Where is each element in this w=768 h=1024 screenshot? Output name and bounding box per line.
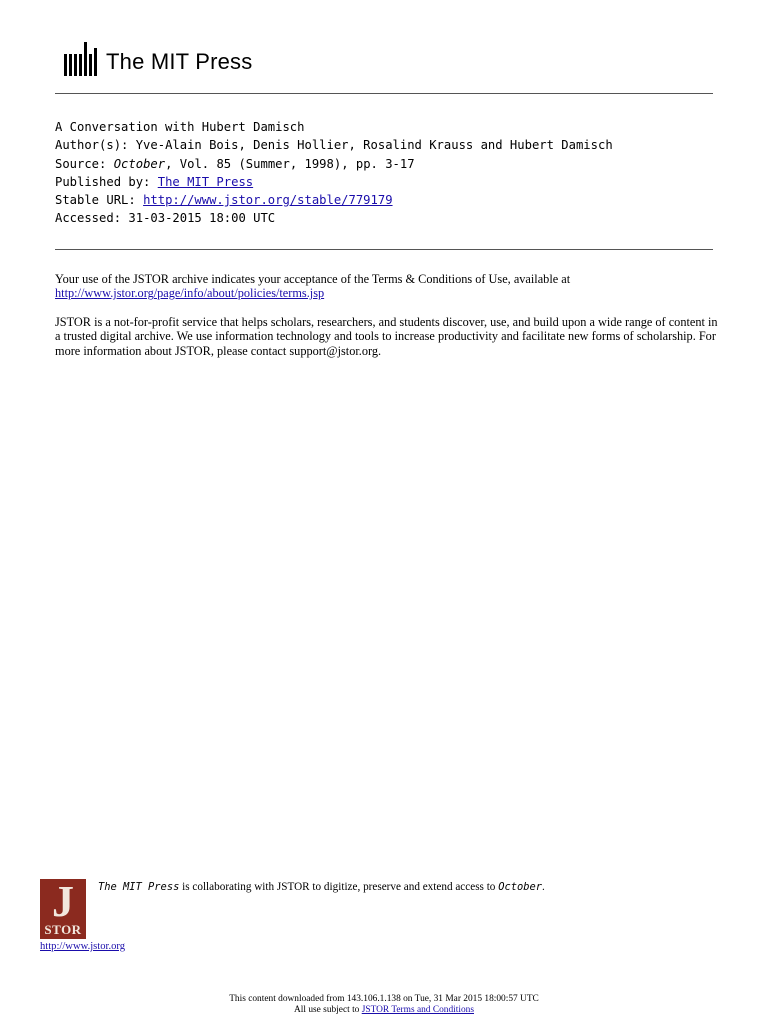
authors-label: Author(s): [55, 138, 129, 153]
logo-text: The MIT Press [106, 49, 253, 74]
authors-value: Yve-Alain Bois, Denis Hollier, Rosalind Krauss and Hubert Damisch [135, 138, 613, 153]
collab-publisher: The MIT Press [98, 881, 180, 893]
accessed-line [55, 209, 715, 227]
download-footer [0, 994, 768, 1016]
jstor-home-link[interactable]: http://www.jstor.org [40, 941, 126, 952]
collab-text: is collaborating with JSTOR to digitize, preserve and extend access to [179, 881, 499, 893]
download-info: This content downloaded from 143.106.1.138 on Tue, 31 Mar 2015 18:00:57 UTC [229, 994, 539, 1004]
use-terms-line [0, 1005, 768, 1016]
source-line [55, 155, 715, 173]
about-jstor-paragraph: JSTOR is a not-for-profit service that helps scholars, researchers, and students discover, use, and build upon a wide range of content in a trusted digital archive. We use information technology and tools to increase productivity and facilitate new forms of scholarship. For more information about JSTOR, please contact support@jstor.org. [55, 315, 718, 358]
terms-paragraph [55, 272, 725, 301]
publisher-label: Published by: [55, 174, 151, 189]
publisher-line [55, 173, 715, 191]
collaboration-note [98, 880, 718, 894]
source-label: Source: [55, 156, 107, 171]
terms-url-link[interactable]: http://www.jstor.org/page/info/about/policies/terms.jsp [55, 286, 325, 301]
publisher-link[interactable]: The MIT Press [157, 174, 254, 189]
collab-journal: October [498, 881, 542, 893]
barcode-logo-icon [64, 48, 97, 76]
jstor-terms-link[interactable]: JSTOR Terms and Conditions [361, 1005, 474, 1015]
use-terms-prefix: All use subject to [294, 1005, 362, 1015]
middle-divider [55, 249, 713, 250]
top-divider [55, 93, 713, 94]
seal-word: STOR [44, 922, 82, 937]
jstor-seal-icon [40, 879, 86, 939]
citation-block [55, 118, 715, 228]
collab-end: . [542, 881, 545, 893]
stable-url-label: Stable URL: [55, 193, 136, 208]
accessed-value: 31-03-2015 18:00 UTC [128, 211, 276, 226]
article-title: A Conversation with Hubert Damisch [55, 120, 305, 134]
source-details: , Vol. 85 (Summer, 1998), pp. 3-17 [165, 156, 415, 171]
stable-url-line [55, 191, 715, 209]
seal-letter: J [52, 879, 74, 926]
stable-url-link[interactable]: http://www.jstor.org/stable/779179 [143, 193, 393, 208]
authors-line [55, 136, 715, 154]
source-journal: October [113, 156, 166, 171]
accessed-label: Accessed: [55, 211, 122, 226]
terms-text: Your use of the JSTOR archive indicates your acceptance of the Terms & Conditions of Use, available at [55, 272, 571, 286]
mit-press-logo [64, 44, 252, 80]
